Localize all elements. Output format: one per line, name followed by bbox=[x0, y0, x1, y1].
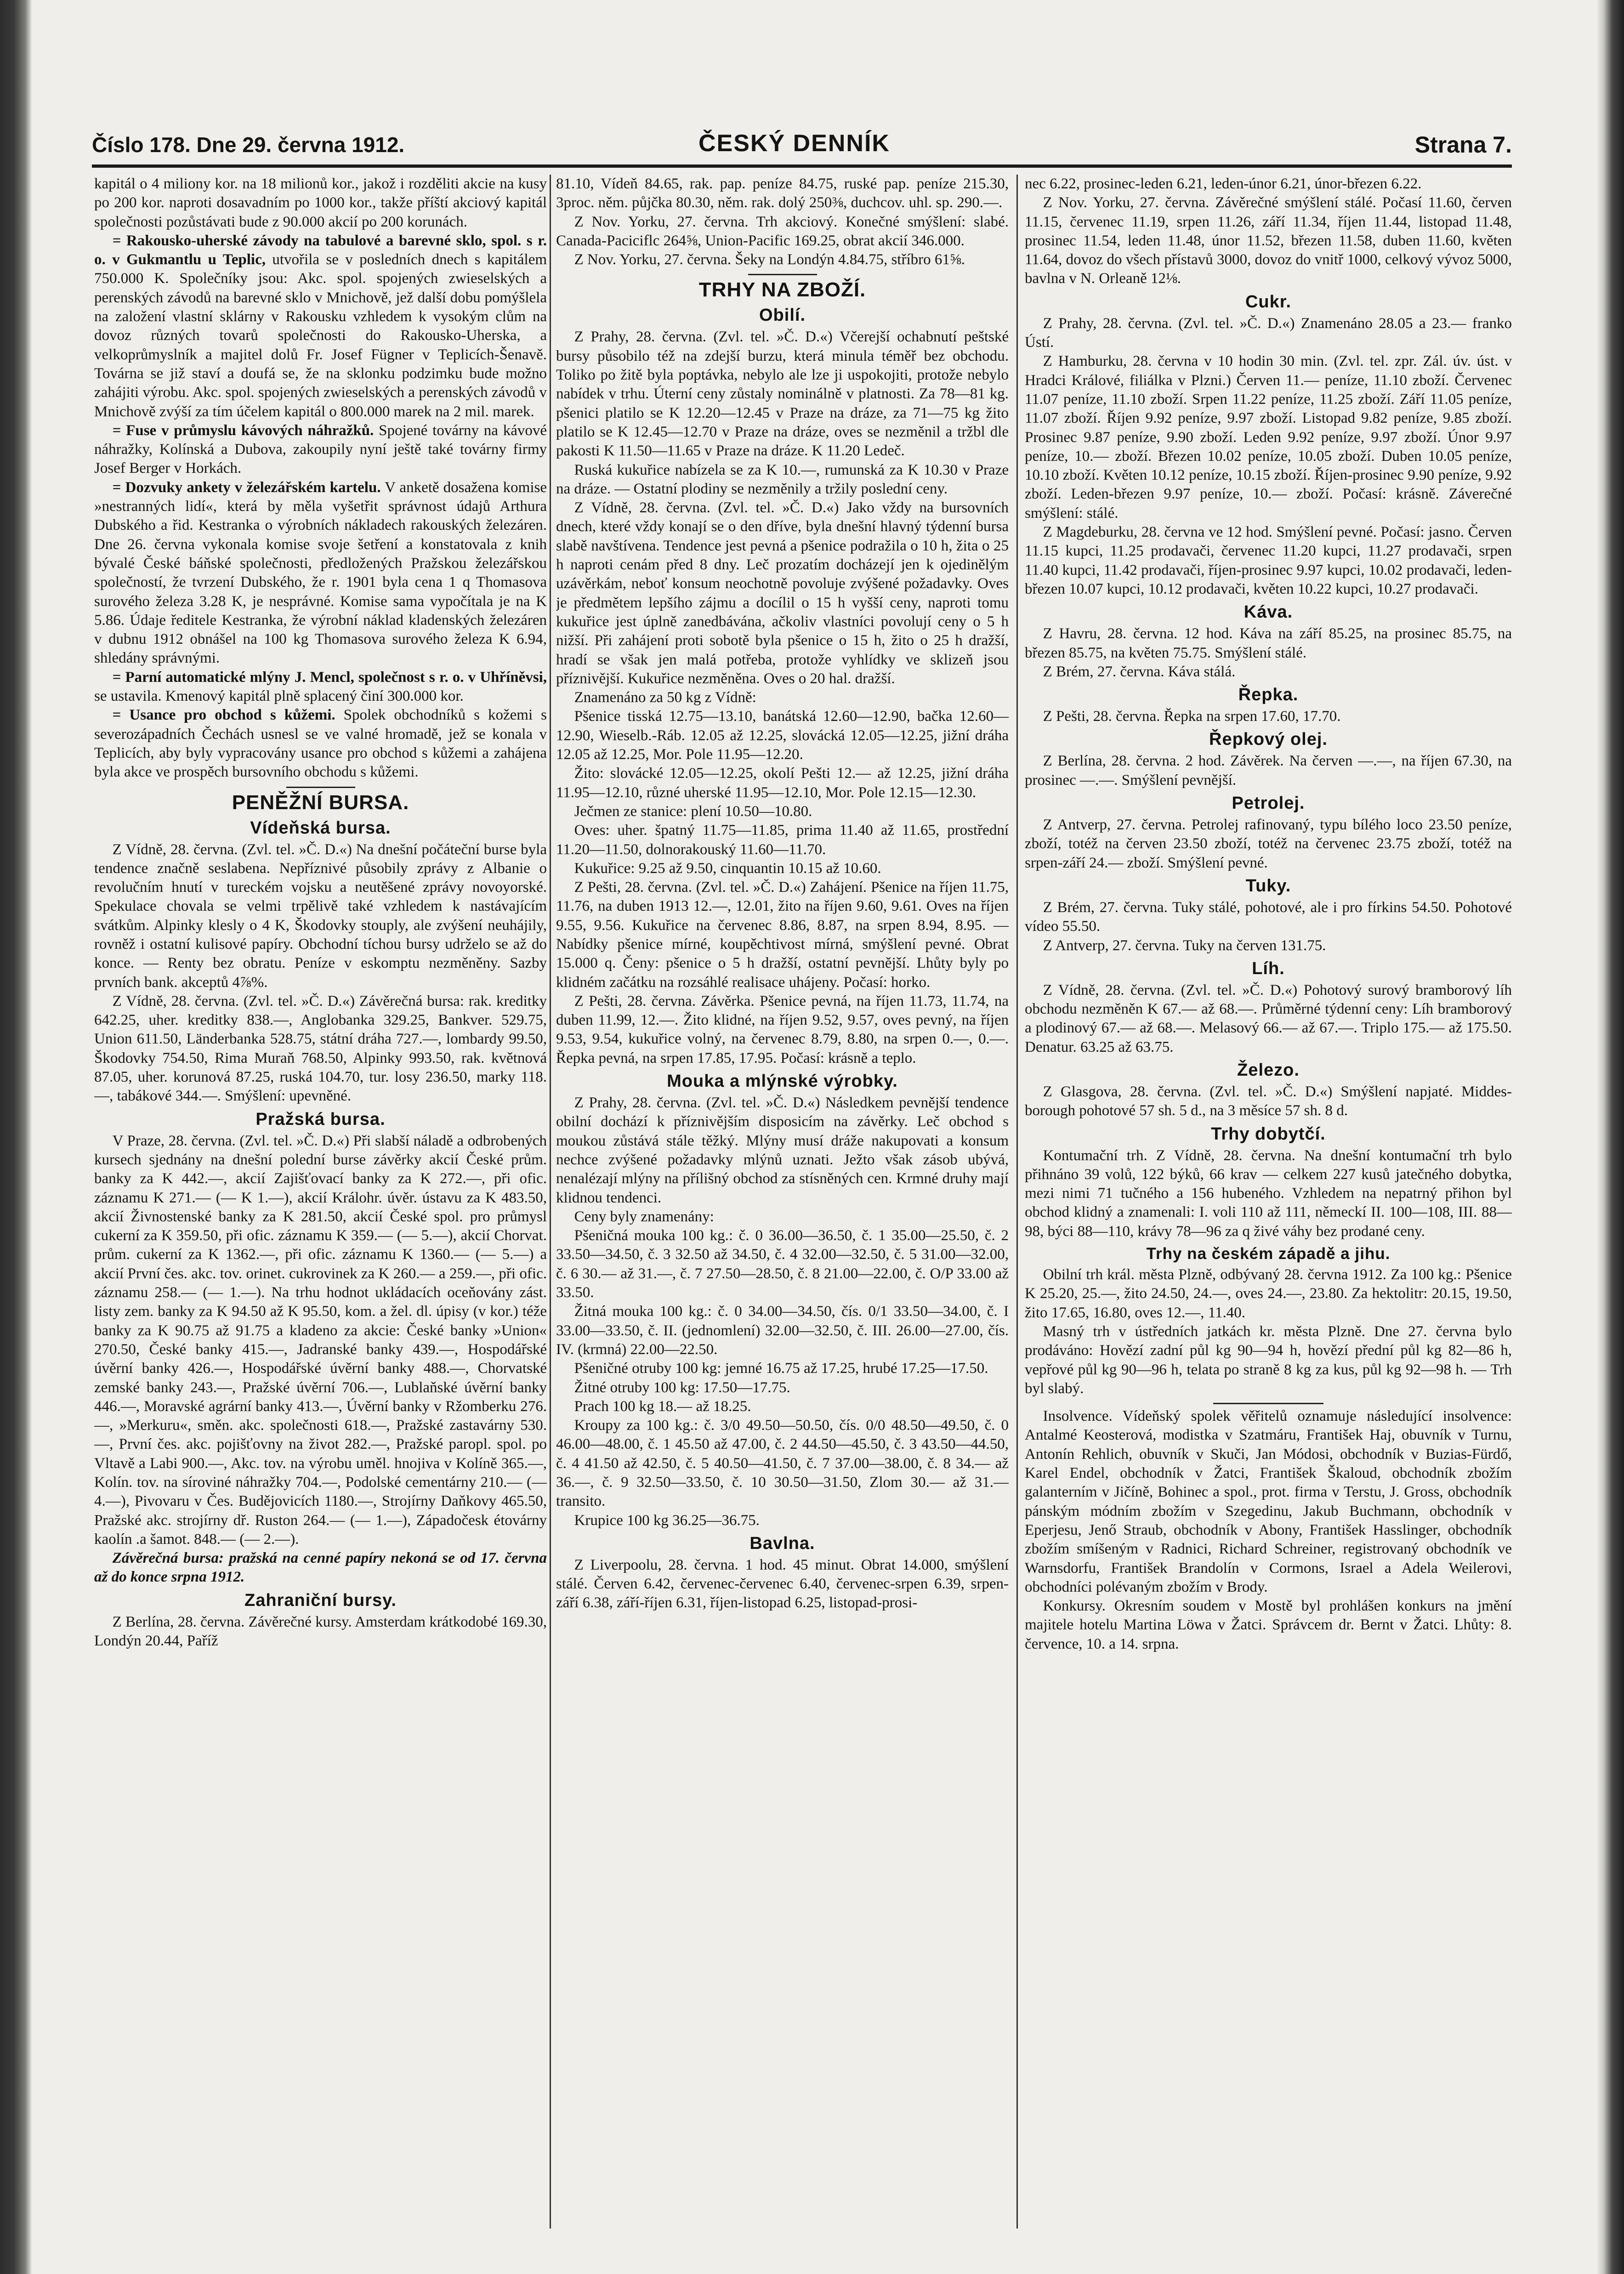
article-paragraph: Žitné otruby 100 kg: 17.50—17.75. bbox=[574, 1379, 790, 1396]
article-paragraph: Z Nov. Yorku, 27. června. Trh akciový. Konečné smýšlení: slabé. Canada-Paciciflc 264⅝, Union-Pacific 169.25, obrat akcií 346.000. bbox=[556, 213, 1009, 249]
subsection-heading: Trhy dobytčí. bbox=[1211, 1124, 1326, 1144]
article-paragraph: Žitná mouka 100 kg.: č. 0 34.00—34.50, čís. 0/1 33.50—34.00, č. I 33.00—33.50, č. II. (jednomlení) 32.00—32.50, č. III. 26.00—27.00, čís. IV. (krmná) 22.00—22.50. bbox=[556, 1303, 1009, 1358]
subsection-heading: Řepka. bbox=[1238, 685, 1299, 705]
article-paragraph: Z Hamburku, 28. června v 10 hodin 30 min. (Zvl. tel. zpr. Zál. úv. úst. v Hradci Králové, filiálka v Plzni.) Červen 11.— peníze, 11.10 zboží. Červenec 11.07 peníze, 11.10 zboží. Srpen 11.22 peníze, 11.25 zboží. Září 11.05 peníze, 11.07 zboží. Říjen 9.92 peníze, 9.97 zboží. Listopad 9.82 peníze, 9.85 zboží. Prosinec 9.87 peníze, 9.90 zboží. Leden 9.92 peníze, 9.97 zboží. Únor 9.97 peníze, 10.— zboží. Březen 10.02 peníze, 10.05 zboží. Duben 10.05 peníze, 10.10 zboží. Květen 10.12 peníze, 10.15 zboží. Říjen-prosinec 9.90 peníze, 9.92 zboží. Leden-březen 9.97 peníze, 10.— zboží. Počasí: krásně. Záverečné smýšlení: stálé. bbox=[1025, 353, 1512, 522]
article-paragraph: = Rakousko-uherské závody na tabulové a barevné sklo, spol. s r. o. v Gukmantlu u Teplic, utvořila se v posledních dnech s kapitálem 750.000 K. Společníky jsou: Akc. spol. spojených zwieselských a perenských závodů na barevné sklo v Mnichově, jež další dobu pomýšlela na založení vlastní sklárny v Rakousku vzhledem k vysokým clům na dovoz různých tovarů společnosti do Rakousko-Uherska, a velkoprůmyslník a majitel dolů Fr. Josef Fügner v Teplicích-Šenavě. Továrna se již staví a doufá se, že na sklonku podzimku bude možno zahájiti výrobu. Akc. spol. spojených zwieselských a perenských závodů v Mnichově zvýší za tím účelem kapitál o 800.000 marek na 2 mil. marek. bbox=[94, 232, 547, 420]
section-separator bbox=[748, 274, 817, 275]
article-paragraph: Z Nov. Yorku, 27. června. Závěrečné smýšlení stálé. Počasí 11.60, červen 11.15, červenec 11.19, srpen 11.26, září 11.34, říjen 11.44, listopad 11.48, prosinec 11.54, leden 11.48, únor 11.52, březen 11.58, duben 11.60, květen 11.64, dovoz do všech přístavů 3000, dovoz do vnitř 1000, celkový vývoz 5000, bavlna v N. Orleaně 12⅛. bbox=[1025, 194, 1512, 287]
column-1 bbox=[94, 175, 547, 2229]
section-heading: TRHY NA ZBOŽÍ. bbox=[698, 278, 866, 301]
article-paragraph: Z Berlína, 28. června. 2 hod. Závěrek. Na červen —.—, na říjen 67.30, na prosinec —.—. Smýšlení pevnější. bbox=[1025, 753, 1512, 788]
article-paragraph: Oves: uher. špatný 11.75—11.85, prima 11.40 až 11.65, prostřední 11.20—11.50, dolnorakouský 11.60—11.70. bbox=[556, 822, 1009, 858]
subsection-heading: Petrolej. bbox=[1232, 794, 1305, 813]
subsection-heading: Železo. bbox=[1237, 1060, 1300, 1080]
article-paragraph: V Praze, 28. června. (Zvl. tel. »Č. D.«) Při slabší náladě a odbrobených kursech sjednány na dnešní polední burse závěrky akcií České prům. banky za K 442.—, akcií Zajišťovací banky za K 272.—, při ofic. záznamu K 271.— (— K 1.—), akcií Králohr. úvěr. ústavu za K 483.50, akcií Živnostenské banky za K 281.50, akcií České spol. pro průmysl cukerní za K 359.50, při ofic. záznamu K 359.— (— 5.—), akcií Chorvat. prům. cukerní za K 1362.—, při ofic. záznamu K 1360.— (— 5.—) a akcií První čes. akc. tov. orinet. cukrovinek za K 260.— a 259.—, při ofic. záznamu 258.— (— 1.—). Na trhu hodnot ukládacích oceňovány zást. listy zem. banky za K 94.50 až K 95.50, kom. a žel. dl. úpisy (v kor.) téže banky za K 90.75 až 91.75 a kladeno za akcie: České banky »Union« 270.50, České banky 415.—, Jadranské banky 439.—, Hospodářské úvěrní banky 426.—, Hospodářské úvěrní banky 488.—, Chorvatské zemské banky 243.—, Pražské úvěrní 706.—, Lublaňské úvěrní banky 446.—, Moravské agrární banky 413.—, Úvěrní banky v Ržomberku 276.—, »Merkuru«, směn. akc. společnosti 618.—, Pražské zastavárny 530.—, První čes. akc. pojišťovny na život 282.—, Pražské paropl. spol. po Vltavě a Labi 900.—, Akc. tov. na výrobu uměl. hnojiva v Kolíně 365.—, Kolín. tov. na síroviné náhražky 704.—, Podolské cementárny 210.— (— 4.—), Pivovaru v Čes. Budějovicích 1180.—, Strojírny Daňkovy 465.50, Pražské akc. strojírny dř. Ruston 264.— (— 1.—), Západočesk étovárny kaolín .a šamot. 848.— (— 2.—). bbox=[94, 1132, 547, 1548]
article-paragraph: Ceny byly znamenány: bbox=[574, 1208, 714, 1225]
article-paragraph: Z Antverp, 27. června. Petrolej rafinovaný, typu bílého loco 23.50 peníze, zboží, totéž na červen 23.50 zboží, totéž na červenec 23.75 zboží, totéž na srpen-září 24.— zboží. Smýšlení pevné. bbox=[1025, 817, 1512, 871]
column-2 bbox=[556, 175, 1009, 2229]
article-paragraph: Kontumační trh. Z Vídně, 28. června. Na dnešní kontumační trh bylo přihnáno 39 volů, 122 býků, 66 krav — celkem 227 kusů jatečného dobytka, mezi nimi 71 tučného a 156 hubeného. Vzhledem na nepatrný přihon byl obchod klidný a znamenali: I. voli 110 až 111, německí II. 100—108, III. 88—98, býci 88—110, krávy 78—96 za q živé váhy bez prodané ceny. bbox=[1025, 1147, 1512, 1240]
article-paragraph: = Usance pro obchod s kůžemi. Spolek obchodníků s kožemi s severozápadních Čechách usnesl se ve valné hromadě, jež se konala v Teplicích, aby byly vypracovány usance pro obchod s kůžemi a zahájena byla akce ve prospěch bursovního obchodu s kůžemi. bbox=[94, 707, 547, 781]
article-paragraph: Z Liverpoolu, 28. června. 1 hod. 45 minut. Obrat 14.000, smýšlení stálé. Červen 6.42, červenec-červenec 6.40, červenec-srpen 6.39, srpen-září 6.38, září-říjen 6.31, říjen-listopad 6.25, listopad-prosi- bbox=[556, 1556, 1009, 1611]
article-paragraph: Pšenice tisská 12.75—13.10, banátská 12.60—12.90, bačka 12.60—12.90, Wieselb.-Ráb. 12.05 až 12.25, slovácká 12.05—12.25, jižní dráha 12.05 až 12.25, Mor. Pole 11.95—12.20. bbox=[556, 708, 1009, 763]
article-paragraph: Z Brém, 27. června. Káva stálá. bbox=[1043, 663, 1236, 680]
article-paragraph: Z Prahy, 28. června. (Zvl. tel. »Č. D.«) Znamenáno 28.05 a 23.— franko Ústí. bbox=[1025, 315, 1512, 351]
article-paragraph: Znamenáno za 50 kg z Vídně: bbox=[574, 689, 756, 706]
article-paragraph: Krupice 100 kg 36.25—36.75. bbox=[574, 1512, 760, 1529]
article-paragraph: Žito: slovácké 12.05—12.25, okolí Pešti 12.— až 12.25, jižní dráha 11.95—12.10, různé uherské 11.95—12.10, Mor. Pole 12.15—12.30. bbox=[556, 765, 1009, 801]
article-paragraph: Z Prahy, 28. června. (Zvl. tel. »Č. D.«) Následkem pevnější tendence obilní dochází k příznivějším disposicím na závěrky. Leč obchod s moukou zůstává stále těžký. Mlýny musí dráže nakupovati a konsum nechce zvýšené požadavky mlýnů uznati. Ježto však zásob ubývá, nenalézají mlýny na přílišný obchod za stísněných cen. Krmné druhy mají klidnou tendenci. bbox=[556, 1094, 1009, 1206]
page-number: Strana 7. bbox=[1414, 132, 1512, 158]
article-paragraph: Ruská kukuřice nabízela se za K 10.—, rumunská za K 10.30 v Praze na dráze. — Ostatní plodiny se nezměnily a tržily poslední ceny. bbox=[556, 461, 1009, 497]
section-separator bbox=[1213, 1403, 1323, 1404]
page-header bbox=[92, 124, 1512, 170]
subsection-heading: Mouka a mlýnské výrobky. bbox=[667, 1072, 898, 1091]
subsection-heading: Pražská bursa. bbox=[256, 1109, 386, 1129]
article-paragraph: Pšeničné otruby 100 kg: jemné 16.75 až 17.25, hrubé 17.25—17.50. bbox=[574, 1360, 988, 1377]
section-heading: PENĚŽNÍ BURSA. bbox=[232, 791, 409, 814]
issue-date: Číslo 178. Dne 29. června 1912. bbox=[92, 133, 405, 157]
article-paragraph: Z Magdeburku, 28. června ve 12 hod. Smýšlení pevné. Počasí: jasno. Červen 11.15 kupci, 11.25 prodavači, červenec 11.20 kupci, 11.27 prodavači, srpen 11.40 kupci, 11.42 prodavači, říjen-prosinec 9.97 kupci, 10.02 prodavači, leden-březen 10.07 kupci, 10.12 prodavači, květen 10.22 kupci, 10.27 prodavači. bbox=[1025, 524, 1512, 597]
article-paragraph: Závěrečná bursa: pražská na cenné papíry nekoná se od 17. června až do konce srpna 1912. bbox=[94, 1550, 547, 1586]
article-paragraph: Ječmen ze stanice: plení 10.50—10.80. bbox=[574, 803, 812, 820]
subsection-heading: Zahraniční bursy. bbox=[244, 1590, 397, 1610]
article-paragraph: Z Vídně, 28. června. (Zvl. tel. »Č. D.«) Závěrečná bursa: rak. kreditky 642.25, uher. kreditky 838.—, Anglobanka 329.25, Bankver. 529.75, Union 611.50, Länderbanka 528.75, státní dráha 727.—, lombardy 99.50, Škodovky 754.50, Rima Muraň 768.50, Alpinky 993.50, rak. květnová 87.05, uher. korunová 87.25, ruská 104.70, tur. losy 236.50, marky 118.—, tabákové 344.—. Smýšlení: upevněné. bbox=[94, 992, 547, 1105]
article-paragraph: Insolvence. Vídeňský spolek věřitelů oznamuje následující insolvence: Antalmé Keosterová, modistka v Szatmáru, František Haj, obuvník v Turnu, Antonín Rehlich, obuvník v Skuči, Jan Módosi, obchodník v Buzias-Fürdő, Karel Endel, obchodník v Žatci, František Škaloud, obchodník zbožím galanterním v Jičíně, Bohinec a spol., prot. firma v Terstu, J. Gross, obchodník pánským módním zbožím v Szegedinu, Jakub Buchmann, obchodník v Eperjesu, Jenő Straub, obchodník v Abony, František Hasslinger, obchodník zbožím smíšeným v Radnici, Richard Schreiner, registrovaný obchodník ve Warnsdorfu, František Brandolín v Cormons, Israel a Adela Weilerovi, obchodníci polévaným zbožím v Brody. bbox=[1025, 1408, 1512, 1595]
subsection-heading: Bavlna. bbox=[750, 1533, 815, 1553]
article-paragraph: Z Havru, 28. června. 12 hod. Káva na září 85.25, na prosinec 85.75, na březen 85.75, na květen 75.75. Smýšlení stálé. bbox=[1025, 625, 1512, 661]
subsection-heading: Obilí. bbox=[759, 306, 806, 325]
article-paragraph: Z Brém, 27. června. Tuky stálé, pohotové, ale i pro fírkins 54.50. Pohotové vídeo 55.50. bbox=[1025, 899, 1512, 935]
scan-edge-right bbox=[1596, 0, 1624, 2274]
subsection-heading: Trhy na českém západě a jihu. bbox=[1146, 1245, 1391, 1263]
article-paragraph: Z Vídně, 28. června. (Zvl. tel. »Č. D.«) Pohotový surový bramborový líh obchodu nezměněn K 67.— až 68.—. Průměrné týdenní ceny: Líh bramborový a plodinový 67.— až 68.—. Melasový 66.— až 67.—. Triplo 175.— až 175.50. Denatur. 63.25 až 63.75. bbox=[1025, 981, 1512, 1055]
article-paragraph: Z Antverp, 27. června. Tuky na červen 131.75. bbox=[1043, 937, 1326, 954]
section-separator bbox=[286, 787, 355, 788]
scan-edge-left bbox=[0, 0, 32, 2274]
article-paragraph: Z Pešti, 28. června. Závěrka. Pšenice pevná, na říjen 11.73, 11.74, na duben 11.99, 12.—. Žito klidné, na říjen 9.52, 9.57, oves pevný, na říjen 9.53, 9.54, kukuřice volný, na červenec 8.79, 8.80, na srpen 0.—, 0.—. Řepka pevná, na srpen 17.85, 17.95. Počasí: krásně a teplo. bbox=[556, 992, 1009, 1066]
article-paragraph: Z Pešti, 28. června. (Zvl. tel. »Č. D.«) Zahájení. Pšenice na říjen 11.75, 11.76, na duben 1913 12.—, 12.01, žito na říjen 9.60, 9.61. Oves na říjen 9.55, 9.56. Kukuřice na červenec 8.86, 8.87, na srpen 8.94, 8.95. — Nabídky pšenice mírné, koupěchtivost mírná, smýšlení pevné. Obrat 15.000 q. Čeny: pšenice o 5 h dražší, ostatní pevnější. Lhůty byly po klidném začátku na rozsáhlé realisace uhájeny. Počasí: horko. bbox=[556, 879, 1009, 991]
subsection-heading: Řepkový olej. bbox=[1209, 730, 1328, 749]
article-paragraph: Prach 100 kg 18.— až 18.25. bbox=[574, 1398, 751, 1415]
article-paragraph: Pšeničná mouka 100 kg.: č. 0 36.00—36.50, č. 1 35.00—25.50, č. 2 33.50—34.50, č. 3 32.50 až 34.50, č. 4 32.00—32.50, č. 5 31.00—32.00, č. 6 30.— až 31.—, č. 7 27.50—28.50, č. 8 21.00—22.00, č. O/P 33.00 až 33.50. bbox=[556, 1227, 1009, 1301]
article-paragraph: Z Vídně, 28. června. (Zvl. tel. »Č. D.«) Na dnešní počáteční burse byla tendence značně seslabena. Nepříznivé působily zprávy z Albanie o revolučním hnutí v tureckém vojsku a neutěšené zprávy novoyorské. Spekulace chovala se velmi trpělivě také vzhledem k nastávajícím svátkům. Alpinky klesly o 4 K, Škodovky stouply, ale zvýšení neuhájily, rovněž i ostatní kulisové papíry. Obchodní tíchou bursy udrželo se až do konce. — Renty bez obratu. Peníze v eskomptu nezměněny. Sazby prvních bank. akceptů 4⅞%. bbox=[94, 841, 547, 991]
article-paragraph: Kukuřice: 9.25 až 9.50, cinquantin 10.15 až 10.60. bbox=[574, 860, 881, 877]
newspaper-title: ČESKÝ DENNÍK bbox=[698, 130, 890, 157]
column-3 bbox=[1025, 175, 1512, 2229]
article-paragraph: Z Prahy, 28. června. (Zvl. tel. »Č. D.«) Včerejší ochabnutí peštské bursy působilo též na zdejší burzu, která minula téměř bez obchodu. Toliko po žitě byla poptávka, nebylo ale lze ji uspokojiti, protože nebylo nabídek v trhu. Úterní ceny zůstaly nominálně v platnosti. Za 78—81 kg. pšenici platilo se K 12.20—12.45 v Praze na dráze, za 71—75 kg žito platilo se K 12.45—12.70 v Praze na dráze, oves se nezměnil a tržbl dle pakosti K 11.50—11.65 v Praze na dráze. K 11.20 Ledeč. bbox=[556, 329, 1009, 459]
column-divider bbox=[550, 175, 551, 2229]
article-paragraph: Kroupy za 100 kg.: č. 3/0 49.50—50.50, čís. 0/0 48.50—49.50, č. 0 46.00—48.00, č. 1 45.50 až 47.00, č. 2 44.50—45.50, č. 3 43.50—44.50, č. 4 41.50 až 42.50, č. 5 40.50—41.50, č. 7 37.00—38.00, č. 8 34.— až 36.—, č. 9 32.50—33.50, č. 10 30.50—31.50, Zlom 30.— až 31.— transito. bbox=[556, 1417, 1009, 1510]
article-paragraph: nec 6.22, prosinec-leden 6.21, leden-únor 6.21, únor-březen 6.22. bbox=[1025, 176, 1422, 192]
subsection-heading: Káva. bbox=[1244, 602, 1293, 622]
article-paragraph: Masný trh v ústředních jatkách kr. města Plzně. Dne 27. června bylo prodáváno: Hovězí zadní půl kg 90—94 h, hovězí přední půl kg 82—86 h, vepřové půl kg 90—96 h, telata po straně 8 kg za kus, půl kg 92—98 h. — Trh byl slabý. bbox=[1025, 1323, 1512, 1397]
article-paragraph: Z Vídně, 28. června. (Zvl. tel. »Č. D.«) Jako vždy na bursovních dnech, které vždy konají se o den dříve, byla dnešní hlavný týdenní bursa slabě navštívena. Tendence jest pevná a pšenice podražila o 10 h, žita o 25 h naproti cenám před 8 dny. Leč prozatím docházejí jen k ojedinělým uzávěrkám, neboť konsum neochotně povoluje zvýšené požadavky. Oves je předmětem lepšího zájmu a docílil o 15 h vyšší ceny, naproti tomu kukuřice jest úplně zanedbávána, ačkoliv vlastníci povolují ceny o 5 h nižší. Při zahájení proti sobotě byla pšenice o 15 h, žito o 25 h dražší, hradí se však jen malá potřeba, protože vyhlídky ve sklizeň jsou příznivější. Kukuřice nezměněna. Oves o 20 hal. dražší. bbox=[556, 499, 1009, 687]
subsection-heading: Vídeňská bursa. bbox=[250, 818, 391, 838]
article-paragraph: Obilní trh král. města Plzně, odbývaný 28. června 1912. Za 100 kg.: Pšenice K 25.20, 25.—, žito 24.50, 24.—, oves 24.—, 23.80. Za hektolitr: 20.15, 19.50, žito 17.65, 16.80, oves 12.—, 11.40. bbox=[1025, 1266, 1512, 1321]
article-paragraph: = Dozvuky ankety v železářském kartelu. V anketě dosažena komise »nestranných lidí«, která by měla vyšetřit správnost údajů Arthura Dubského a řid. Kestranka o výrobních nákladech rakouských železáren. Dne 26. června vykonala komise svoje šetření a konstatovala z knih bývalé České báňské společnosti, předložených Pražskou železářskou společností, že tvrzení Dubského, že r. 1901 byla cena 1 q Thomasova surového železa 3.28 K, je nesprávné. Komise sama vypočítala je na K 5.86. Údaje ředitele Kestranka, že výrobní náklad kladenských železáren v dubnu 1912 obnášel na 100 kg Thomasova surového železa K 6.94, shledány správnými. bbox=[94, 479, 547, 667]
article-paragraph: = Parní automatické mlýny J. Mencl, společnost s r. o. v Uhříněvsi, se ustavila. Kmenový kapitál plně splacený činí 300.000 kor. bbox=[94, 669, 547, 705]
article-paragraph: Z Nov. Yorku, 27. června. Šeky na Londýn 4.84.75, stříbro 61⅝. bbox=[574, 251, 965, 268]
article-paragraph: 81.10, Vídeň 84.65, rak. pap. peníze 84.75, ruské pap. peníze 215.30, 3proc. něm. půjčka 80.30, něm. rak. dolý 250⅜, duchcov. uhl. sp. 290.—. bbox=[556, 176, 1009, 211]
article-paragraph: Z Glasgova, 28. června. (Zvl. tel. »Č. D.«) Smýšlení napjaté. Middes-borough pohotové 57 sh. 5 d., na 3 měsíce 57 sh. 8 d. bbox=[1025, 1083, 1512, 1119]
subsection-heading: Cukr. bbox=[1245, 292, 1292, 312]
article-paragraph: kapitál o 4 miliony kor. na 18 milionů kor., jakož i rozděliti akcie na kusy po 200 kor. naproti dosavadním po 1000 kor., takže příští akciový kapitál společnosti pozůstávati bude z 90.000 akcií po 200 korunách. bbox=[94, 176, 547, 230]
article-paragraph: Z Berlína, 28. června. Závěrečné kursy. Amsterdam krátkodobé 169.30, Londýn 20.44, Paříž bbox=[94, 1613, 547, 1650]
article-paragraph: = Fuse v průmyslu kávových náhražků. Spojené továrny na kávové náhražky, Kolínská a Dubova, zakoupily nyní ještě také továrny firmy Josef Berger v Horkách. bbox=[94, 422, 547, 477]
article-paragraph: Z Pešti, 28. června. Řepka na srpen 17.60, 17.70. bbox=[1043, 708, 1341, 725]
header-rule bbox=[92, 164, 1512, 168]
column-divider bbox=[1016, 175, 1018, 2229]
article-paragraph: Konkursy. Okresním soudem v Mostě byl prohlášen konkurs na jmění majitele hotelu Martina Löwa v Žatci. Správcem dr. Bernt v Žatci. Lhůty: 8. července, 10. a 14. srpna. bbox=[1025, 1598, 1512, 1652]
subsection-heading: Tuky. bbox=[1245, 876, 1291, 896]
subsection-heading: Líh. bbox=[1252, 958, 1285, 978]
